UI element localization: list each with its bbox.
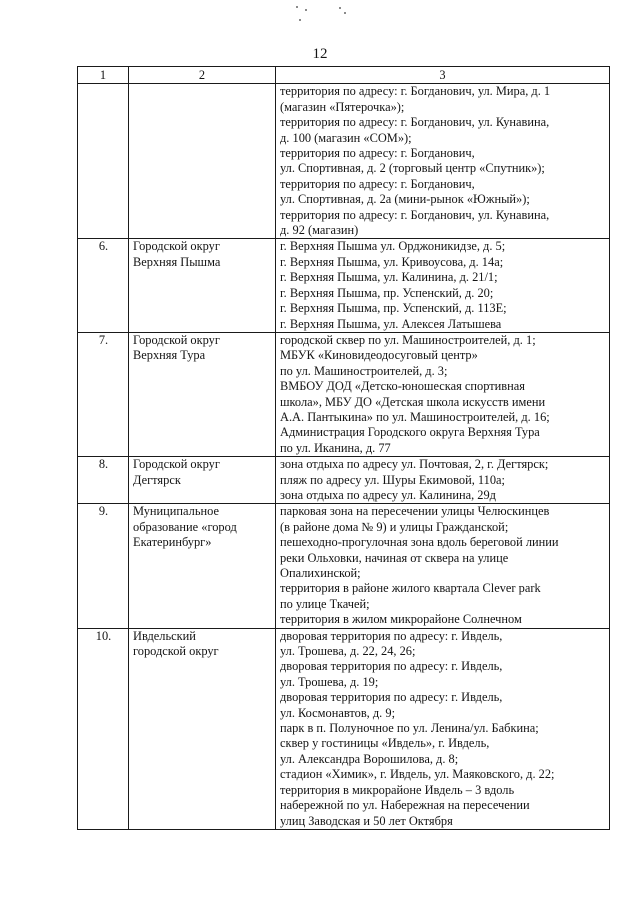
territory-line: (в районе дома № 9) и улицы Гражданской; [280,519,509,534]
territory-line: ул. Александра Ворошилова, д. 8; [280,751,459,766]
territory-line: территория по адресу: г. Богданович, ул. Кунавина, [280,207,550,222]
scan-speck [296,6,298,8]
municipality-name-line: Городской округ [133,457,220,472]
municipality-cell [129,628,276,829]
territory-line: по ул. Иканина, д. 77 [280,440,391,455]
scan-speck [339,7,341,9]
municipality-cell [129,504,276,628]
territories-cell [276,628,610,829]
territory-line: территория по адресу: г. Богданович, ул. Мира, д. 1 [280,84,551,99]
territory-line: Опалихинской; [280,566,361,580]
territory-line: ул. Спортивная, д. 2 (торговый центр «Спутник»); [280,161,545,176]
row-number-cell: 9. [78,504,129,628]
territory-line: парковая зона на пересечении улицы Челюскинцев [280,504,550,519]
scan-speck [344,12,346,14]
scan-speck [305,9,307,11]
territory-line: по улице Ткачей; [280,596,370,611]
row-number-cell: 10. [78,628,129,829]
territories-cell [276,457,610,504]
territories-cell [276,504,610,628]
row-number-cell: 7. [78,332,129,456]
territory-line: школа», МБУ ДО «Детская школа искусств имени [280,394,546,409]
territory-line: г. Верхняя Пышма, пр. Успенский, д. 20; [280,285,494,300]
territory-line: г. Верхняя Пышма, пр. Успенский, д. 113Е; [280,301,507,316]
table-row [78,457,610,504]
territories-cell [276,239,610,332]
territory-line: д. 100 (магазин «СОМ»); [280,130,412,145]
table-body [78,84,610,830]
municipality-cell [129,84,276,239]
territory-line: г. Верхняя Пышма, ул. Калинина, д. 21/1; [280,270,498,285]
municipality-name-line: Екатеринбург» [133,535,212,550]
territory-line: д. 92 (магазин) [280,223,359,238]
territories-cell [276,84,610,239]
document-table [77,66,610,830]
scan-speck [299,19,301,21]
municipality-name-line: Верхняя Тура [133,348,206,363]
territory-line: дворовая территория по адресу: г. Ивдель, [280,690,503,705]
territory-line: (магазин «Пятерочка»); [280,99,405,114]
municipality-cell [129,239,276,332]
municipality-name-line: Городской округ [133,239,220,254]
territory-line: Администрация Городского округа Верхняя Тура [280,425,540,440]
territory-line: А.А. Пантыкина» по ул. Машиностроителей, д. 16; [280,409,550,424]
territory-line: территория в жилом микрорайоне Солнечном [280,612,522,627]
territory-line: пляж по адресу ул. Шуры Екимовой, 110а; [280,472,505,487]
municipality-name-line: образование «город [133,519,237,534]
table-header-row [78,67,610,84]
territory-line: зона отдыха по адресу ул. Калинина, 29д [280,487,496,502]
territory-line: ул. Космонавтов, д. 9; [280,705,396,720]
territories-cell [276,332,610,456]
territory-line: г. Верхняя Пышма ул. Орджоникидзе, д. 5; [280,239,506,254]
territory-line: улиц Заводская и 50 лет Октября [280,813,453,828]
territory-line: г. Верхняя Пышма, ул. Кривоусова, д. 14а; [280,254,504,269]
territory-line: пешеходно-прогулочная зона вдоль береговой линии [280,535,559,550]
row-number-cell: 8. [78,457,129,504]
territory-line: территория в микрорайоне Ивдель – 3 вдоль [280,782,515,797]
table-row [78,628,610,829]
territory-line: дворовая территория по адресу: г. Ивдель, [280,659,503,674]
municipality-name-line: Муниципальное [133,504,219,519]
table-row [78,84,610,239]
territory-line: территория по адресу: г. Богданович, [280,176,475,191]
table-row [78,504,610,628]
municipality-name-line: Городской округ [133,332,220,347]
territory-line: набережной по ул. Набережная на пересечении [280,798,530,813]
territory-line: МБУК «Киновидеодосуговый центр» [280,348,478,363]
table-row [78,239,610,332]
territory-line: территория по адресу: г. Богданович, ул. Кунавина, [280,115,550,130]
municipality-name-line: Верхняя Пышма [133,254,221,269]
municipality-name-line: Дегтярск [133,472,181,487]
territory-line: городской сквер по ул. Машиностроителей, д. 1; [280,332,536,347]
territory-line: зона отдыха по адресу ул. Почтовая, 2, г. Дегтярск; [280,457,549,472]
territory-line: г. Верхняя Пышма, ул. Алексея Латышева [280,316,502,331]
table-row [78,332,610,456]
territory-line: реки Ольховки, начиная от сквера на улице [280,550,509,565]
municipality-cell [129,332,276,456]
territory-line: сквер у гостиницы «Ивдель», г. Ивдель, [280,736,490,751]
territory-line: ул. Трошева, д. 22, 24, 26; [280,644,416,659]
territory-line: по ул. Машиностроителей, д. 3; [280,363,448,378]
column-header-territories: 3 [276,67,610,84]
territory-line: стадион «Химик», г. Ивдель, ул. Маяковского, д. 22; [280,767,555,782]
column-header-number: 1 [78,67,129,84]
row-number-cell [78,84,129,239]
territory-line: ул. Трошева, д. 19; [280,674,379,689]
column-header-municipality: 2 [129,67,276,84]
row-number-cell: 6. [78,239,129,332]
municipality-name-line: Ивдельский [133,628,196,643]
page-number: 12 [312,46,328,62]
territory-line: территория по адресу: г. Богданович, [280,146,475,161]
territory-line: парк в п. Полуночное по ул. Ленина/ул. Бабкина; [280,721,539,736]
municipality-name-line: городской округ [133,644,219,659]
territory-line: территория в районе жилого квартала Clever park [280,581,541,596]
territory-line: ул. Спортивная, д. 2а (мини-рынок «Южный»); [280,192,530,207]
territory-line: ВМБОУ ДОД «Детско-юношеская спортивная [280,379,525,394]
municipality-cell [129,457,276,504]
territory-line: дворовая территория по адресу: г. Ивдель, [280,628,503,643]
